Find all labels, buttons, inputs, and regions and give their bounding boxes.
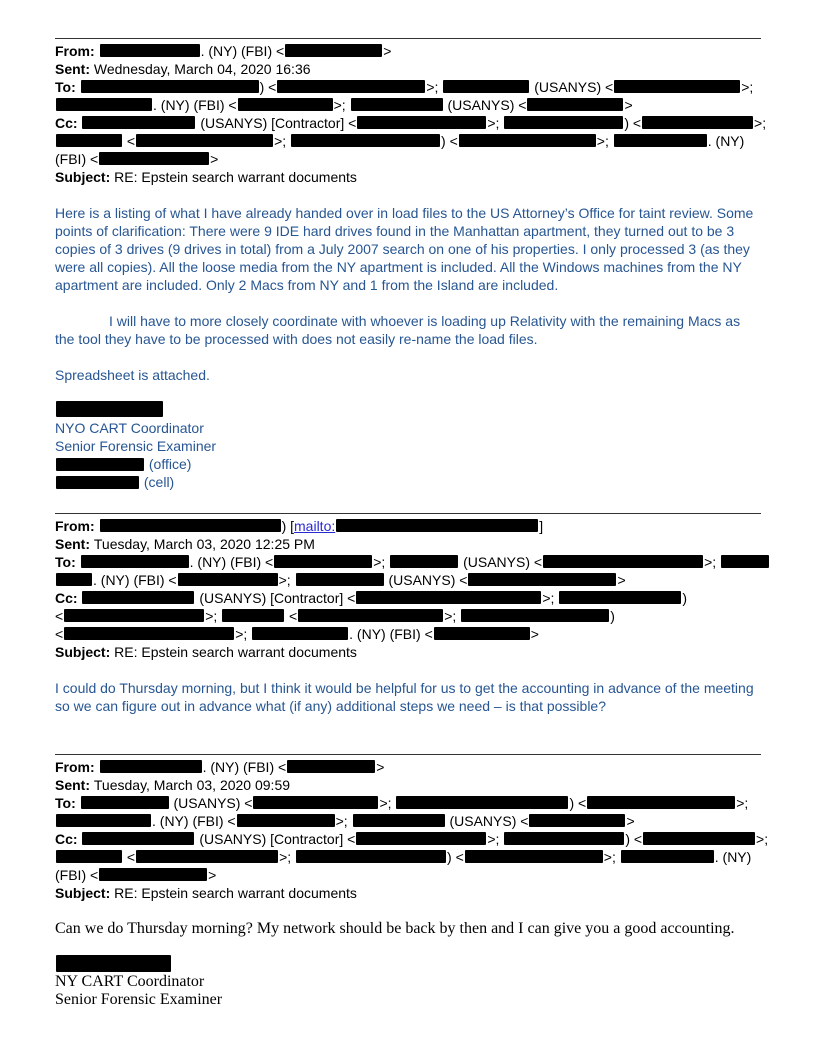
redaction-bar — [56, 98, 152, 111]
redaction-bar — [287, 760, 375, 773]
header-text: . (NY) (FBI) < — [349, 626, 433, 642]
field-label: To: — [55, 79, 80, 95]
header-text: >; — [379, 795, 396, 811]
redaction-bar — [222, 609, 284, 622]
header-text: >; — [426, 79, 443, 95]
header-text: > — [617, 572, 626, 588]
header-text: (USANYS) < — [445, 813, 529, 829]
signature-title — [55, 973, 761, 991]
redaction-bar — [56, 458, 144, 471]
redaction-bar — [459, 134, 596, 147]
cc-line-2 — [55, 848, 761, 866]
redaction-bar — [390, 555, 458, 568]
cc-line-3 — [55, 150, 761, 168]
redaction-bar — [56, 814, 151, 827]
signature-name-redaction — [55, 955, 761, 973]
header-text: >; — [603, 849, 620, 865]
redaction-bar — [356, 832, 486, 845]
header-text: >; — [205, 608, 222, 624]
cc-line-3 — [55, 866, 761, 884]
redaction-bar — [56, 850, 122, 863]
header-text: (USANYS) < — [530, 79, 614, 95]
field-label: Cc: — [55, 831, 82, 847]
header-text: . (NY) (FBI) < — [200, 43, 285, 59]
redaction-bar — [238, 98, 333, 111]
header-text: >; — [756, 831, 769, 847]
redaction-bar — [56, 573, 92, 586]
header-text: Tuesday, March 03, 2020 12:25 PM — [93, 536, 315, 552]
header-text: >; — [736, 795, 749, 811]
redaction-bar — [468, 573, 616, 586]
redaction-bar — [136, 134, 273, 147]
redaction-bar — [527, 98, 623, 111]
header-text: . (NY) (FBI) < — [153, 97, 237, 113]
redaction-bar — [253, 796, 378, 809]
redaction-bar — [614, 134, 707, 147]
redaction-bar — [81, 796, 169, 809]
email-2 — [55, 513, 761, 715]
field-label: Subject: — [55, 169, 115, 185]
header-text: > — [376, 759, 385, 775]
redaction-bar — [336, 519, 538, 532]
signature-phone-office — [55, 455, 761, 473]
cc-line — [55, 830, 769, 848]
header-text: >; — [704, 554, 721, 570]
sent-line — [55, 776, 761, 794]
body-paragraph: Here is a listing of what I have already handed over in load files to the US Attorney’s Office for taint review. Some points of clarification: There were 9 IDE hard drives found in the Manhattan apartment, they turned out to be 3 copies of 3 drives (9 drives in total) from a July 2007 search on one of his properties. I only processed 3 (as they were all copies). All the loose media from the NY apartment is included. All the Windows machines from the NY apartment are included. Only 2 Macs from NY and 1 from the Island are included. — [55, 205, 754, 293]
redaction-bar — [434, 627, 530, 640]
redaction-bar — [82, 591, 194, 604]
header-text: >; — [487, 115, 504, 131]
field-label: Sent: — [55, 61, 94, 77]
header-text: >; — [335, 813, 352, 829]
header-text: >; — [444, 608, 461, 624]
mailto-link[interactable]: mailto: — [294, 518, 336, 534]
header-text: (USANYS) [Contractor] < — [195, 590, 356, 606]
redaction-bar — [353, 814, 445, 827]
redaction-bar — [291, 134, 440, 147]
signature-text: NYO CART Coordinator — [55, 420, 204, 436]
signature-block — [55, 401, 761, 491]
cc-line — [55, 114, 767, 132]
redaction-bar — [178, 573, 278, 586]
redaction-bar — [721, 555, 769, 568]
header-text: (USANYS) [Contractor] < — [196, 115, 357, 131]
header-text: (FBI) < — [55, 867, 99, 883]
email-body — [55, 679, 761, 715]
header-text: . (NY) — [707, 133, 745, 149]
redaction-bar — [64, 627, 234, 640]
field-label: Subject: — [55, 644, 115, 660]
header-text: . (NY) (FBI) < — [152, 813, 236, 829]
cc-line-2 — [55, 132, 761, 150]
to-line-2 — [55, 96, 761, 114]
body-paragraph: I could do Thursday morning, but I think it would be helpful for us to get the accounting in advance of the meeting so we can figure out in advance what (if any) additional steps we need – is that possible? — [55, 680, 754, 714]
header-text: (USANYS) < — [443, 97, 527, 113]
field-label: Subject: — [55, 885, 115, 901]
header-text: ) < — [625, 831, 643, 847]
field-label: To: — [55, 554, 80, 570]
redaction-bar — [64, 609, 204, 622]
header-text: RE: Epstein search warrant documents — [114, 644, 357, 660]
subject-line — [55, 168, 761, 186]
redaction-bar — [504, 832, 624, 845]
redaction-bar — [274, 555, 372, 568]
header-text: < — [55, 608, 64, 624]
header-text: >; — [333, 97, 350, 113]
header-text: . (NY) (FBI) < — [202, 759, 287, 775]
signature-text: (cell) — [140, 474, 175, 490]
from-line — [55, 517, 761, 535]
redaction-bar — [529, 814, 625, 827]
redaction-bar — [543, 555, 703, 568]
redaction-bar — [356, 591, 541, 604]
body-paragraph: Spreadsheet is attached. — [55, 367, 210, 383]
from-line — [55, 42, 761, 60]
signature-title-2 — [55, 991, 761, 1009]
redaction-bar — [621, 850, 714, 863]
header-text: >; — [596, 133, 613, 149]
header-text: > — [383, 43, 392, 59]
from-line — [55, 758, 761, 776]
header-text: < — [123, 133, 136, 149]
cc-line — [55, 589, 761, 607]
signature-name-redaction — [55, 401, 761, 419]
field-label: Cc: — [55, 590, 82, 606]
header-text: >; — [235, 626, 252, 642]
subject-line — [55, 643, 761, 661]
redaction-bar — [396, 796, 568, 809]
email-header — [55, 755, 769, 902]
signature-title-2 — [55, 437, 761, 455]
header-text: . (NY) (FBI) < — [189, 554, 274, 570]
redaction-bar — [81, 555, 189, 568]
header-text: >; — [542, 590, 559, 606]
redaction-bar — [443, 80, 529, 93]
redaction-bar — [82, 116, 195, 129]
header-text: < — [55, 626, 64, 642]
redaction-bar — [100, 519, 281, 532]
redaction-bar — [559, 591, 681, 604]
header-text: < — [285, 608, 298, 624]
header-text: >; — [373, 554, 390, 570]
header-text: > — [208, 867, 217, 883]
redaction-bar — [56, 476, 139, 489]
header-text: ) < — [569, 795, 587, 811]
header-text: (USANYS) < — [459, 554, 543, 570]
header-text: >; — [487, 831, 504, 847]
header-text: (USANYS) [Contractor] < — [195, 831, 356, 847]
header-text: ) [ — [281, 518, 295, 534]
sent-line — [55, 535, 761, 553]
header-text: . (NY) (FBI) < — [93, 572, 177, 588]
header-text: ) < — [624, 115, 642, 131]
redaction-bar — [461, 609, 609, 622]
header-text: ) < — [259, 79, 277, 95]
field-label: Sent: — [55, 777, 94, 793]
redaction-bar — [100, 760, 202, 773]
header-text: (USANYS) < — [169, 795, 253, 811]
subject-line — [55, 884, 761, 902]
header-text: Tuesday, March 03, 2020 09:59 — [93, 777, 291, 793]
signature-phone-cell — [55, 473, 761, 491]
field-label: To: — [55, 795, 80, 811]
header-text: ) < — [441, 133, 458, 149]
signature-title — [55, 419, 761, 437]
header-text: (FBI) < — [55, 151, 99, 167]
header-text: >; — [274, 133, 291, 149]
redaction-bar — [285, 44, 382, 57]
email-body — [55, 204, 761, 384]
header-text: > — [624, 97, 633, 113]
field-label: Sent: — [55, 536, 94, 552]
redaction-bar — [296, 573, 384, 586]
redaction-bar — [298, 609, 443, 622]
header-text: >; — [279, 849, 296, 865]
header-text: ) — [610, 608, 615, 624]
cc-line-3 — [55, 625, 761, 643]
redaction-bar — [99, 152, 209, 165]
field-label: Cc: — [55, 115, 82, 131]
field-label: From: — [55, 518, 99, 534]
redaction-bar — [99, 868, 207, 881]
redaction-bar — [237, 814, 335, 827]
header-text: . (NY) — [714, 849, 752, 865]
redaction-bar — [296, 850, 446, 863]
email-body — [55, 920, 761, 938]
redaction-bar — [357, 116, 486, 129]
redaction-bar — [277, 80, 425, 93]
email-header — [55, 39, 767, 186]
header-text: (USANYS) < — [384, 572, 468, 588]
redaction-bar — [643, 832, 755, 845]
redaction-bar — [614, 80, 740, 93]
cc-line-2 — [55, 607, 761, 625]
redaction-bar — [56, 955, 171, 972]
to-line — [55, 553, 761, 571]
to-line — [55, 78, 761, 96]
redaction-bar — [81, 80, 259, 93]
redaction-bar — [56, 134, 122, 147]
redaction-bar — [252, 627, 348, 640]
header-text: >; — [754, 115, 767, 131]
body-paragraph: Can we do Thursday morning? My network should be back by then and I can give you a good accounting. — [55, 920, 735, 937]
signature-text: NY CART Coordinator — [55, 973, 205, 990]
header-text: >; — [741, 79, 754, 95]
header-text: ) < — [447, 849, 464, 865]
header-text: >; — [278, 572, 295, 588]
header-text: RE: Epstein search warrant documents — [114, 169, 357, 185]
to-line-2 — [55, 571, 761, 589]
header-text: > — [530, 626, 539, 642]
signature-text: Senior Forensic Examiner — [55, 991, 223, 1008]
header-text: Wednesday, March 04, 2020 16:36 — [93, 61, 311, 77]
header-text: RE: Epstein search warrant documents — [114, 885, 357, 901]
email-1 — [55, 38, 767, 491]
signature-text: (office) — [145, 456, 192, 472]
header-text: < — [123, 849, 136, 865]
signature-block — [55, 955, 761, 1009]
to-line-2 — [55, 812, 761, 830]
email-header — [55, 514, 761, 661]
to-line — [55, 794, 761, 812]
header-text: > — [626, 813, 635, 829]
redaction-bar — [465, 850, 603, 863]
field-label: From: — [55, 759, 99, 775]
redaction-bar — [642, 116, 753, 129]
redaction-bar — [56, 401, 163, 417]
redaction-bar — [100, 44, 200, 57]
field-label: From: — [55, 43, 99, 59]
signature-text: Senior Forensic Examiner — [55, 438, 217, 454]
redaction-bar — [351, 98, 443, 111]
header-text: > — [210, 151, 219, 167]
body-paragraph: I will have to more closely coordinate with whoever is loading up Relativity with the remaining Macs as the tool they have to be processed with does not easily re-name the load files. — [55, 313, 741, 347]
header-text: ) — [682, 590, 687, 606]
redaction-bar — [504, 116, 623, 129]
email-3 — [55, 754, 769, 1009]
redaction-bar — [587, 796, 735, 809]
redaction-bar — [82, 832, 194, 845]
sent-line — [55, 60, 761, 78]
redaction-bar — [136, 850, 278, 863]
header-text: ] — [539, 518, 544, 534]
email-thread — [55, 38, 769, 1009]
